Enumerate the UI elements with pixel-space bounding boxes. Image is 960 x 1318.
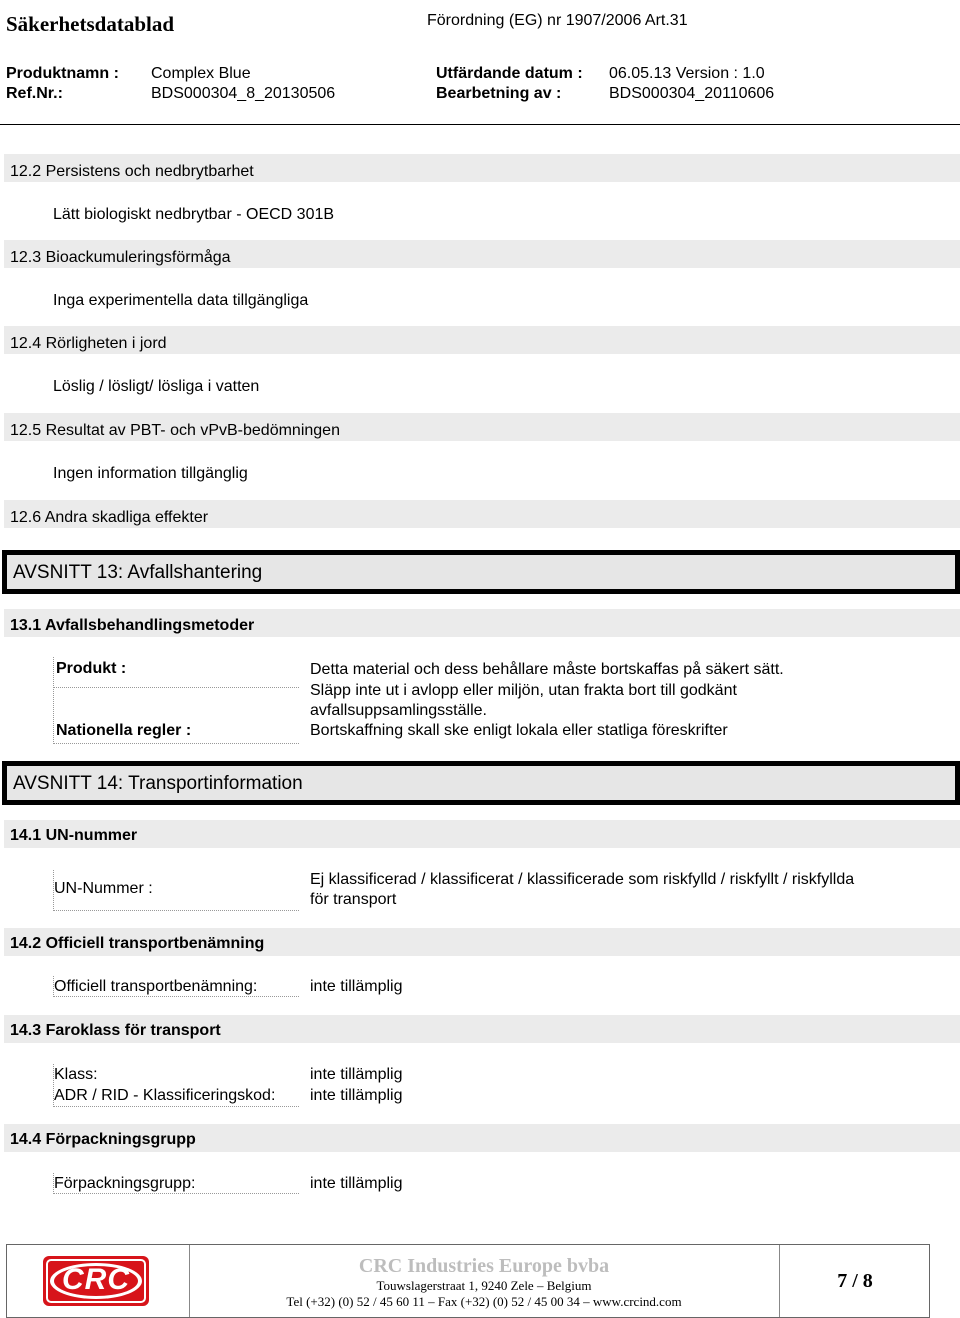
product-name-label: Produktnamn : (6, 65, 119, 82)
reference-number-value: BDS000304_8_20130506 (151, 85, 336, 102)
un-number-label-box (53, 870, 299, 911)
page-number: 7 / 8 (837, 1270, 873, 1292)
subheading-12-2: 12.2 Persistens och nedbrytbarhet (4, 154, 960, 182)
subheading-12-6: 12.6 Andra skadliga effekter (4, 500, 960, 528)
packing-group-label-box (53, 1173, 299, 1194)
product-disposal-line-3: avfallsuppsamlingsställe. (310, 702, 487, 719)
official-name-label-box (53, 976, 299, 997)
subheading-14-4: 14.4 Förpackningsgrupp (4, 1124, 960, 1152)
official-name-label: Officiell transportbenämning: (54, 978, 258, 995)
reference-number-label: Ref.Nr.: (6, 85, 63, 102)
hazard-class-label-box (53, 1064, 299, 1107)
un-number-line-1: Ej klassificerad / klassificerat / klassificerade som riskfylld / riskfyllt / riskfyllda (310, 871, 855, 888)
company-name: CRC Industries Europe bvba (358, 1255, 610, 1277)
product-disposal-line-2: Släpp inte ut i avlopp eller miljön, utan frakta bort till godkänt (310, 682, 737, 699)
company-contact: Tel (+32) (0) 52 / 45 60 11 – Fax (+32) (0) 52 / 45 00 34 – www.crcind.com (286, 1294, 682, 1309)
issue-date-label: Utfärdande datum : (436, 65, 583, 82)
subheading-12-5: 12.5 Resultat av PBT- och vPvB-bedömningen (4, 413, 960, 441)
adr-rid-value: inte tillämplig (310, 1087, 403, 1104)
adr-rid-label: ADR / RID - Klassificeringskod: (54, 1087, 276, 1104)
text-12-2: Lätt biologiskt nedbrytbar - OECD 301B (53, 206, 335, 223)
processing-value: BDS000304_20110606 (609, 85, 775, 102)
national-regulations-value: Bortskaffning skall ske enligt lokala eller statliga föreskrifter (310, 722, 728, 739)
crc-logo-text: CRC (62, 1263, 130, 1296)
section-14-heading: AVSNITT 14: Transportinformation (2, 761, 960, 805)
company-address: Touwslagerstraat 1, 9240 Zele – Belgium (376, 1278, 592, 1293)
section-13-heading: AVSNITT 13: Avfallshantering (2, 550, 960, 594)
subheading-14-2: 14.2 Officiell transportbenämning (4, 928, 960, 956)
product-label: Produkt : (56, 660, 127, 677)
header-divider (0, 124, 960, 125)
product-label-box (53, 657, 299, 688)
text-12-5: Ingen information tillgänglig (53, 465, 248, 482)
page-footer (6, 1244, 930, 1318)
subheading-13-1: 13.1 Avfallsbehandlingsmetoder (4, 609, 960, 637)
text-12-3: Inga experimentella data tillgängliga (53, 292, 309, 309)
national-label-box (53, 687, 299, 744)
processing-label: Bearbetning av : (436, 85, 562, 102)
issue-date-value: 06.05.13 Version : 1.0 (609, 65, 765, 82)
un-number-label: UN-Nummer : (54, 880, 153, 897)
subheading-12-3: 12.3 Bioackumuleringsförmåga (4, 240, 960, 268)
national-regulations-label: Nationella regler : (56, 722, 192, 739)
regulation-reference: Förordning (EG) nr 1907/2006 Art.31 (427, 12, 688, 29)
subheading-14-3: 14.3 Faroklass för transport (4, 1015, 960, 1043)
un-number-line-2: för transport (310, 891, 397, 908)
subheading-14-1: 14.1 UN-nummer (4, 820, 960, 848)
class-value: inte tillämplig (310, 1066, 403, 1083)
text-12-4: Löslig / lösligt/ lösliga i vatten (53, 378, 260, 395)
class-label: Klass: (54, 1066, 98, 1083)
subheading-12-4: 12.4 Rörligheten i jord (4, 326, 960, 354)
packing-group-label: Förpackningsgrupp: (54, 1175, 196, 1192)
product-name-value: Complex Blue (151, 65, 251, 82)
packing-group-value: inte tillämplig (310, 1175, 403, 1192)
official-name-value: inte tillämplig (310, 978, 403, 995)
document-title: Säkerhetsdatablad (6, 12, 175, 36)
product-disposal-line-1: Detta material och dess behållare måste bortskaffas på säkert sätt. (310, 661, 784, 678)
crc-logo (43, 1256, 149, 1306)
